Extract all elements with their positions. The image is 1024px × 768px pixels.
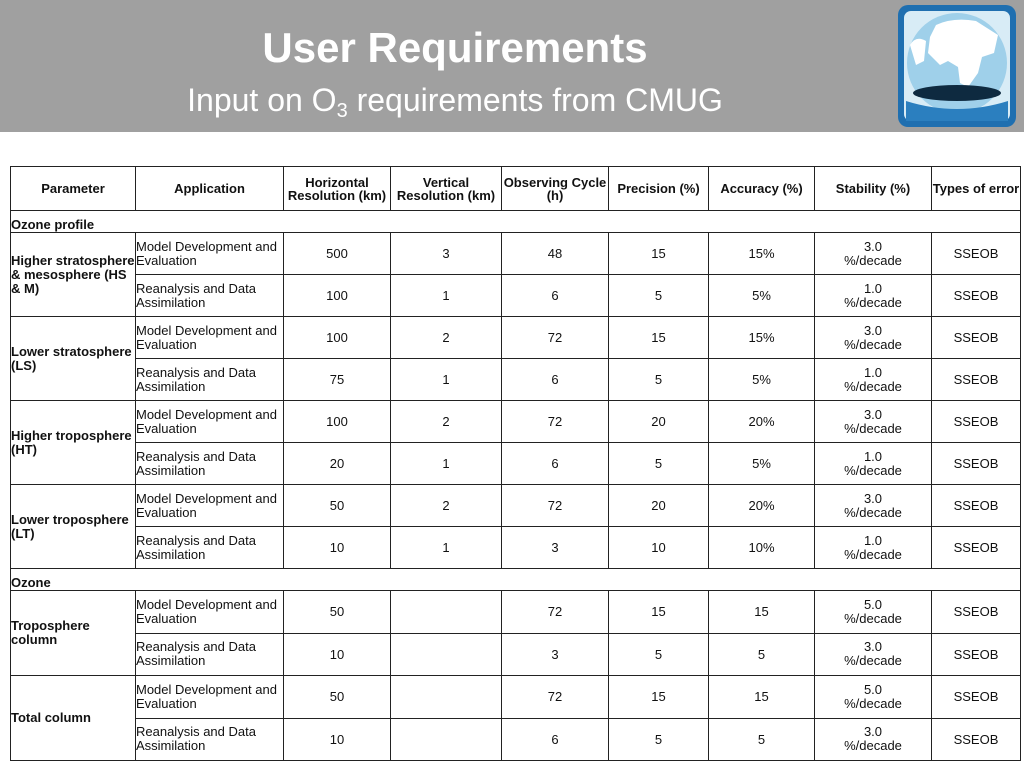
cycle-cell: 3 (502, 633, 609, 676)
cycle-cell: 6 (502, 443, 609, 485)
stability-value: 5.0 (863, 596, 883, 612)
accuracy-cell: 5% (709, 443, 815, 485)
globe-logo-icon (898, 5, 1016, 127)
table-row (11, 317, 1021, 359)
cycle-cell: 72 (502, 401, 609, 443)
error-type-cell: SSEOB (932, 275, 1021, 317)
table-row (11, 527, 1021, 569)
column-header: Observing Cycle (h) (502, 167, 609, 211)
stability-cell (815, 275, 932, 317)
stability-unit: %/decade (844, 336, 902, 352)
table-row (11, 718, 1021, 761)
application-cell: Model Development and Evaluation (136, 591, 284, 634)
section-row (11, 211, 1021, 233)
precision-cell: 5 (609, 633, 709, 676)
horizontal-cell: 50 (284, 591, 391, 634)
cycle-cell: 3 (502, 527, 609, 569)
precision-cell: 20 (609, 485, 709, 527)
table-header-row (11, 167, 1021, 211)
stability-unit: %/decade (844, 294, 902, 310)
horizontal-cell: 10 (284, 633, 391, 676)
error-type-cell: SSEOB (932, 718, 1021, 761)
slide-title: User Requirements (262, 24, 648, 71)
error-type-cell: SSEOB (932, 233, 1021, 275)
accuracy-cell: 5 (709, 633, 815, 676)
vertical-cell: 2 (391, 485, 502, 527)
table-row (11, 676, 1021, 719)
subtitle-subscript: 3 (336, 100, 348, 122)
precision-cell: 5 (609, 359, 709, 401)
column-header: Application (136, 167, 284, 211)
stability-unit: %/decade (844, 252, 902, 268)
stability-unit: %/decade (844, 378, 902, 394)
cycle-cell: 72 (502, 485, 609, 527)
error-type-cell: SSEOB (932, 485, 1021, 527)
stability-value: 1.0 (863, 364, 883, 380)
precision-cell: 15 (609, 233, 709, 275)
stability-value: 3.0 (863, 490, 883, 506)
vertical-cell: 1 (391, 443, 502, 485)
column-header: Horizontal Resolution (km) (284, 167, 391, 211)
application-cell: Model Development and Evaluation (136, 485, 284, 527)
stability-cell (815, 718, 932, 761)
slide-subtitle (0, 80, 910, 131)
error-type-cell: SSEOB (932, 676, 1021, 719)
stability-value: 3.0 (863, 406, 883, 422)
precision-cell: 15 (609, 676, 709, 719)
stability-value: 1.0 (863, 448, 883, 464)
table-row (11, 485, 1021, 527)
horizontal-cell: 50 (284, 676, 391, 719)
accuracy-cell: 5% (709, 359, 815, 401)
error-type-cell: SSEOB (932, 443, 1021, 485)
column-header: Types of error (932, 167, 1021, 211)
horizontal-cell: 10 (284, 718, 391, 761)
accuracy-cell: 15 (709, 676, 815, 719)
vertical-cell: 1 (391, 359, 502, 401)
stability-cell (815, 527, 932, 569)
parameter-cell: Lower stratosphere (LS) (11, 317, 136, 401)
horizontal-cell: 100 (284, 401, 391, 443)
error-type-cell: SSEOB (932, 359, 1021, 401)
vertical-cell: 1 (391, 527, 502, 569)
error-type-cell: SSEOB (932, 591, 1021, 634)
horizontal-cell: 500 (284, 233, 391, 275)
precision-cell: 15 (609, 317, 709, 359)
vertical-cell: 2 (391, 401, 502, 443)
vertical-cell (391, 633, 502, 676)
column-header: Parameter (11, 167, 136, 211)
precision-cell: 5 (609, 275, 709, 317)
application-cell: Model Development and Evaluation (136, 676, 284, 719)
accuracy-cell: 15% (709, 233, 815, 275)
stability-unit: %/decade (844, 610, 902, 626)
column-header: Stability (%) (815, 167, 932, 211)
section-label: Ozone profile (11, 211, 1021, 233)
application-cell: Reanalysis and Data Assimilation (136, 275, 284, 317)
horizontal-cell: 100 (284, 275, 391, 317)
stability-unit: %/decade (844, 738, 902, 754)
table-row (11, 233, 1021, 275)
subtitle-text-end: requirements from CMUG (347, 82, 723, 118)
vertical-cell: 1 (391, 275, 502, 317)
parameter-cell: Higher troposphere (HT) (11, 401, 136, 485)
cycle-cell: 6 (502, 718, 609, 761)
stability-cell (815, 401, 932, 443)
stability-cell (815, 359, 932, 401)
stability-unit: %/decade (844, 420, 902, 436)
section-row (11, 569, 1021, 591)
stability-cell (815, 317, 932, 359)
subtitle-text-start: Input on O (187, 82, 337, 118)
horizontal-cell: 50 (284, 485, 391, 527)
requirements-table (10, 166, 1021, 761)
stability-unit: %/decade (844, 546, 902, 562)
vertical-cell (391, 676, 502, 719)
stability-cell (815, 633, 932, 676)
accuracy-cell: 5 (709, 718, 815, 761)
application-cell: Model Development and Evaluation (136, 401, 284, 443)
parameter-cell: Total column (11, 676, 136, 761)
stability-unit: %/decade (844, 462, 902, 478)
table-row (11, 633, 1021, 676)
error-type-cell: SSEOB (932, 317, 1021, 359)
accuracy-cell: 20% (709, 401, 815, 443)
stability-value: 1.0 (863, 280, 883, 296)
accuracy-cell: 20% (709, 485, 815, 527)
precision-cell: 15 (609, 591, 709, 634)
horizontal-cell: 75 (284, 359, 391, 401)
application-cell: Reanalysis and Data Assimilation (136, 718, 284, 761)
table-row (11, 275, 1021, 317)
column-header: Vertical Resolution (km) (391, 167, 502, 211)
accuracy-cell: 15 (709, 591, 815, 634)
stability-value: 3.0 (863, 724, 883, 740)
vertical-cell: 2 (391, 317, 502, 359)
vertical-cell: 3 (391, 233, 502, 275)
stability-cell (815, 233, 932, 275)
stability-value: 5.0 (863, 681, 883, 697)
application-cell: Reanalysis and Data Assimilation (136, 633, 284, 676)
column-header: Precision (%) (609, 167, 709, 211)
table-row (11, 591, 1021, 634)
parameter-cell: Lower troposphere (LT) (11, 485, 136, 569)
slide-header (0, 0, 1024, 132)
horizontal-cell: 10 (284, 527, 391, 569)
cycle-cell: 72 (502, 676, 609, 719)
table-row (11, 401, 1021, 443)
precision-cell: 20 (609, 401, 709, 443)
vertical-cell (391, 718, 502, 761)
parameter-cell: Higher stratosphere & mesosphere (HS & M) (11, 233, 136, 317)
application-cell: Reanalysis and Data Assimilation (136, 443, 284, 485)
accuracy-cell: 10% (709, 527, 815, 569)
cycle-cell: 48 (502, 233, 609, 275)
stability-value: 3.0 (863, 322, 883, 338)
application-cell: Model Development and Evaluation (136, 317, 284, 359)
table-row (11, 359, 1021, 401)
stability-cell (815, 485, 932, 527)
vertical-cell (391, 591, 502, 634)
horizontal-cell: 100 (284, 317, 391, 359)
horizontal-cell: 20 (284, 443, 391, 485)
stability-cell (815, 443, 932, 485)
error-type-cell: SSEOB (932, 527, 1021, 569)
cycle-cell: 72 (502, 591, 609, 634)
precision-cell: 10 (609, 527, 709, 569)
stability-unit: %/decade (844, 695, 902, 711)
stability-cell (815, 676, 932, 719)
stability-value: 3.0 (863, 639, 883, 655)
cycle-cell: 6 (502, 275, 609, 317)
stability-cell (815, 591, 932, 634)
cycle-cell: 6 (502, 359, 609, 401)
stability-value: 1.0 (863, 532, 883, 548)
column-header: Accuracy (%) (709, 167, 815, 211)
stability-value: 3.0 (863, 238, 883, 254)
accuracy-cell: 15% (709, 317, 815, 359)
precision-cell: 5 (609, 718, 709, 761)
error-type-cell: SSEOB (932, 633, 1021, 676)
table-row (11, 443, 1021, 485)
application-cell: Model Development and Evaluation (136, 233, 284, 275)
stability-unit: %/decade (844, 653, 902, 669)
section-label: Ozone (11, 569, 1021, 591)
accuracy-cell: 5% (709, 275, 815, 317)
cycle-cell: 72 (502, 317, 609, 359)
error-type-cell: SSEOB (932, 401, 1021, 443)
stability-unit: %/decade (844, 504, 902, 520)
parameter-cell: Troposphere column (11, 591, 136, 676)
precision-cell: 5 (609, 443, 709, 485)
application-cell: Reanalysis and Data Assimilation (136, 359, 284, 401)
application-cell: Reanalysis and Data Assimilation (136, 527, 284, 569)
